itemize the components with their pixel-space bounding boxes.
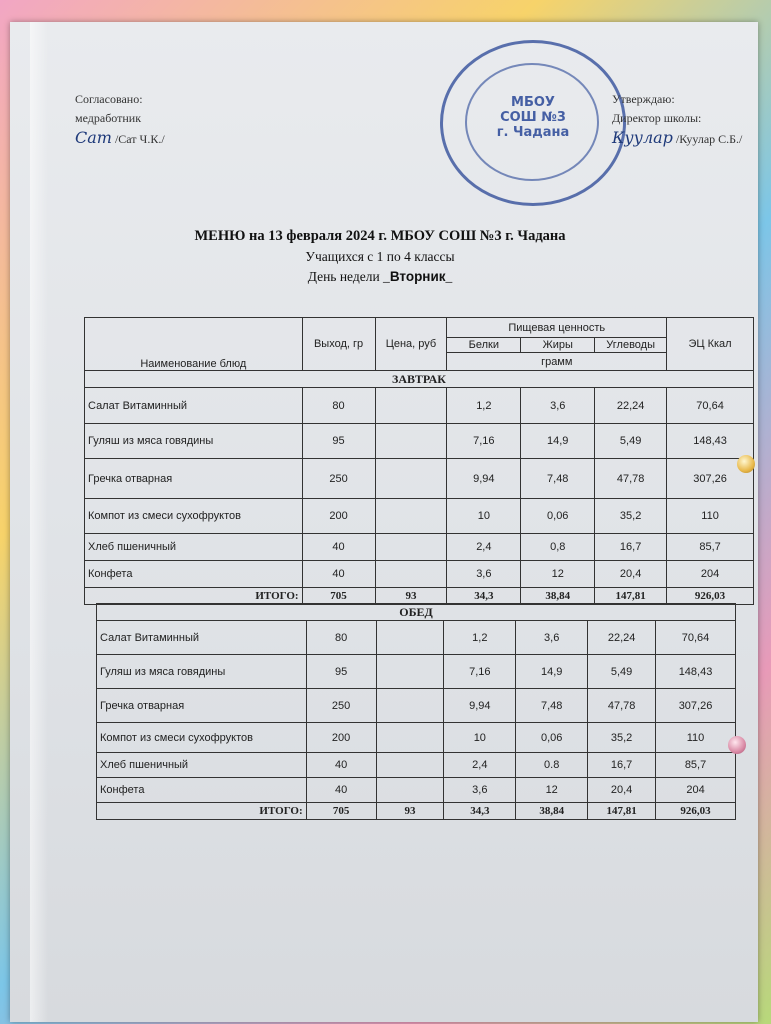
lunch-section-title: ОБЕД (97, 604, 736, 621)
day-label: День недели _ (307, 269, 390, 284)
value-cell: 7,48 (521, 459, 595, 499)
col-kcal-header: ЭЦ Ккал (667, 318, 754, 371)
value-cell: 7,16 (444, 655, 516, 689)
table-row (97, 689, 736, 723)
value-cell: 14,9 (516, 655, 588, 689)
menu-title: МЕНЮ на 13 февраля 2024 г. МБОУ СОШ №3 г. Чадана (194, 228, 566, 244)
col-carbs-header: Углеводы (595, 338, 667, 353)
stamp-text (443, 95, 623, 140)
value-cell: 5,49 (595, 424, 667, 459)
value-cell: 307,26 (667, 459, 754, 499)
value-cell: 110 (667, 499, 754, 534)
dish-name-cell: Конфета (97, 778, 307, 803)
value-cell: 204 (667, 561, 754, 588)
col-name-header: Наименование блюд (85, 318, 303, 371)
value-cell: 80 (306, 621, 376, 655)
agreed-label: Согласовано: (75, 92, 143, 106)
stamp-line-2: СОШ №3 (500, 110, 566, 125)
total-value: 705 (302, 588, 375, 605)
value-cell (375, 499, 447, 534)
total-value: 926,03 (656, 803, 736, 820)
dish-name-cell: Компот из смеси сухофруктов (97, 723, 307, 753)
table-row (97, 778, 736, 803)
stamp-line-3: г. Чадана (496, 125, 570, 140)
total-value: 93 (375, 588, 447, 605)
value-cell: 70,64 (656, 621, 736, 655)
value-cell: 40 (302, 561, 375, 588)
value-cell: 10 (444, 723, 516, 753)
table-row (97, 723, 736, 753)
value-cell: 5,49 (588, 655, 656, 689)
value-cell: 95 (306, 655, 376, 689)
section-row (97, 604, 736, 621)
dish-name-cell: Хлеб пшеничный (97, 753, 307, 778)
lunch-rows (97, 621, 736, 820)
plastic-sleeve-edge (30, 22, 48, 1022)
breakfast-section-title: ЗАВТРАК (85, 371, 754, 388)
table-row (97, 621, 736, 655)
col-fat-header: Жиры (521, 338, 595, 353)
col-unit-header: грамм (447, 353, 667, 371)
breakfast-table (84, 317, 754, 605)
value-cell: 14,9 (521, 424, 595, 459)
director-name: /Куулар С.Б./ (675, 132, 743, 146)
day-line (110, 269, 650, 285)
lunch-table (96, 603, 736, 820)
value-cell: 85,7 (667, 534, 754, 561)
total-value: 926,03 (667, 588, 754, 605)
value-cell: 3,6 (444, 778, 516, 803)
table-row (97, 753, 736, 778)
value-cell: 0,06 (521, 499, 595, 534)
value-cell: 0.8 (516, 753, 588, 778)
dish-name-cell: Компот из смеси сухофруктов (85, 499, 303, 534)
col-output-header: Выход, гр (302, 318, 375, 371)
dish-name-cell: Салат Витаминный (85, 388, 303, 424)
breakfast-rows (85, 388, 754, 605)
medworker-label: медработник (75, 111, 142, 125)
value-cell: 9,94 (444, 689, 516, 723)
medworker-signature-line (75, 128, 165, 149)
total-value: 34,3 (444, 803, 516, 820)
dish-name-cell: Салат Витаминный (97, 621, 307, 655)
stamp-line-1: МБОУ (511, 95, 555, 110)
col-price-header: Цена, руб (375, 318, 447, 371)
value-cell: 22,24 (588, 621, 656, 655)
medworker-name: /Сат Ч.К./ (114, 132, 165, 146)
value-cell: 20,4 (588, 778, 656, 803)
value-cell: 40 (306, 778, 376, 803)
value-cell (375, 424, 447, 459)
value-cell (376, 778, 444, 803)
value-cell: 12 (521, 561, 595, 588)
value-cell (376, 753, 444, 778)
value-cell: 1,2 (447, 388, 521, 424)
value-cell: 0,8 (521, 534, 595, 561)
value-cell: 47,78 (588, 689, 656, 723)
menu-heading (110, 228, 650, 285)
total-value: 93 (376, 803, 444, 820)
total-value: 38,84 (516, 803, 588, 820)
table-row (85, 499, 754, 534)
day-suffix: _ (445, 269, 453, 284)
value-cell: 0,06 (516, 723, 588, 753)
total-value: 147,81 (588, 803, 656, 820)
total-value: 705 (306, 803, 376, 820)
value-cell: 80 (302, 388, 375, 424)
table-row (85, 534, 754, 561)
dish-name-cell: Гречка отварная (85, 459, 303, 499)
approval-block-right (612, 90, 742, 149)
total-value: 38,84 (521, 588, 595, 605)
value-cell: 204 (656, 778, 736, 803)
value-cell (376, 655, 444, 689)
value-cell: 35,2 (595, 499, 667, 534)
table-row (85, 561, 754, 588)
dish-name-cell: Гуляш из мяса говядины (97, 655, 307, 689)
table-row (85, 388, 754, 424)
value-cell: 10 (447, 499, 521, 534)
table-header-row-1 (85, 318, 754, 338)
pushpin-icon (737, 455, 755, 473)
value-cell: 148,43 (656, 655, 736, 689)
value-cell: 250 (306, 689, 376, 723)
value-cell: 40 (302, 534, 375, 561)
day-value: Вторник (389, 269, 446, 284)
total-value: 34,3 (447, 588, 521, 605)
menu-subtitle: Учащихся с 1 по 4 классы (305, 249, 455, 264)
col-protein-header: Белки (447, 338, 521, 353)
value-cell: 1,2 (444, 621, 516, 655)
value-cell: 95 (302, 424, 375, 459)
value-cell (375, 388, 447, 424)
total-label: ИТОГО: (85, 588, 303, 605)
director-label: Директор школы: (612, 111, 702, 125)
school-stamp (440, 40, 626, 206)
medworker-signature: Сат (75, 128, 112, 147)
value-cell: 250 (302, 459, 375, 499)
value-cell: 12 (516, 778, 588, 803)
value-cell: 47,78 (595, 459, 667, 499)
value-cell: 35,2 (588, 723, 656, 753)
value-cell: 85,7 (656, 753, 736, 778)
value-cell: 7,16 (447, 424, 521, 459)
value-cell: 70,64 (667, 388, 754, 424)
value-cell: 20,4 (595, 561, 667, 588)
value-cell: 148,43 (667, 424, 754, 459)
total-label: ИТОГО: (97, 803, 307, 820)
value-cell: 3,6 (516, 621, 588, 655)
value-cell: 3,6 (521, 388, 595, 424)
table-row (97, 655, 736, 689)
pushpin-icon (728, 736, 746, 754)
director-signature: Куулар (612, 128, 673, 147)
value-cell (375, 459, 447, 499)
value-cell (376, 689, 444, 723)
value-cell: 2,4 (444, 753, 516, 778)
dish-name-cell: Конфета (85, 561, 303, 588)
value-cell: 16,7 (588, 753, 656, 778)
dish-name-cell: Хлеб пшеничный (85, 534, 303, 561)
value-cell: 110 (656, 723, 736, 753)
approve-label: Утверждаю: (612, 92, 675, 106)
total-value: 147,81 (595, 588, 667, 605)
total-row (85, 588, 754, 605)
section-row (85, 371, 754, 388)
value-cell (375, 534, 447, 561)
director-signature-line (612, 128, 742, 149)
value-cell: 40 (306, 753, 376, 778)
table-row (85, 459, 754, 499)
value-cell: 307,26 (656, 689, 736, 723)
table-row (85, 424, 754, 459)
dish-name-cell: Гуляш из мяса говядины (85, 424, 303, 459)
value-cell: 9,94 (447, 459, 521, 499)
total-row (97, 803, 736, 820)
value-cell: 200 (302, 499, 375, 534)
dish-name-cell: Гречка отварная (97, 689, 307, 723)
value-cell (375, 561, 447, 588)
col-nutrition-header: Пищевая ценность (447, 318, 667, 338)
value-cell: 2,4 (447, 534, 521, 561)
value-cell: 200 (306, 723, 376, 753)
value-cell (376, 723, 444, 753)
value-cell: 3,6 (447, 561, 521, 588)
value-cell: 16,7 (595, 534, 667, 561)
value-cell (376, 621, 444, 655)
value-cell: 7,48 (516, 689, 588, 723)
value-cell: 22,24 (595, 388, 667, 424)
approval-block-left (75, 90, 165, 149)
